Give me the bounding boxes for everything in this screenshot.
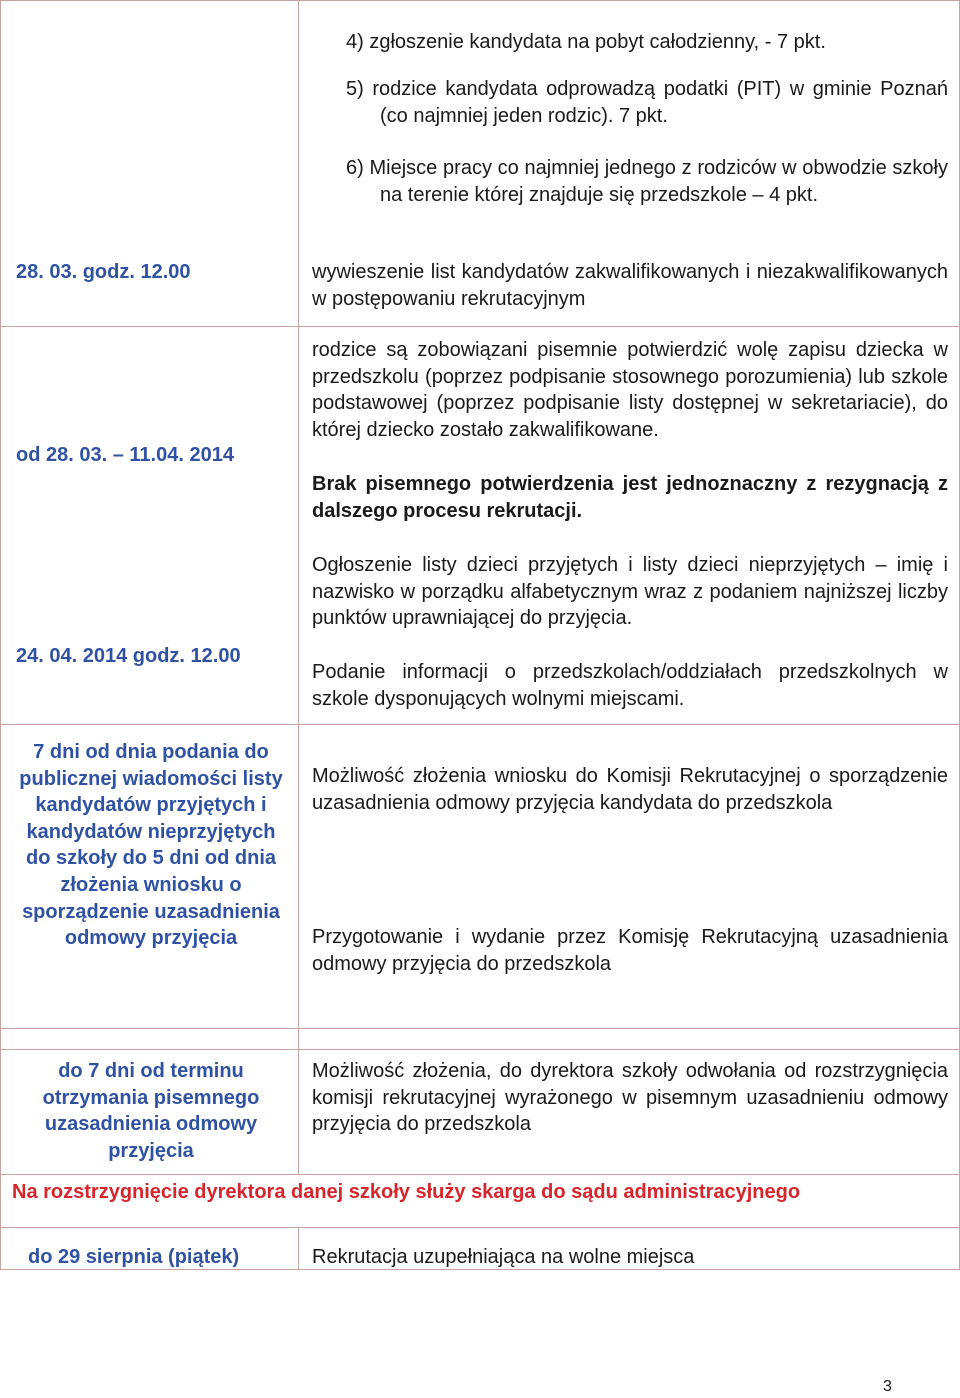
- column-divider: [298, 0, 299, 1174]
- row-divider: [0, 1174, 960, 1175]
- row-divider: [0, 724, 960, 725]
- criteria-item-5: 5) rodzice kandydata odprowadzą podatki (PIT) w gminie Poznań (co najmniej jeden rodzic). 7 pkt.: [346, 78, 948, 127]
- row3-text2: Podanie informacji o przedszkolach/oddziałach przedszkolnych w szkole dysponujących wolnymi miejscami.: [312, 661, 948, 710]
- row2-warning: Brak pisemnego potwierdzenia jest jednoznaczny z rezygnacją z dalszego procesu rekrutacji.: [312, 473, 948, 522]
- row4-date: 7 dni od dnia podania do publicznej wiadomości listy kandydatów przyjętych i kandydatów nieprzyjętych do szkoły do 5 dni od dnia złożenia wniosku o sporządzenie uzasadnienia odmowy przyjęcia: [19, 741, 283, 950]
- row-divider: [0, 1028, 960, 1029]
- row7-date: do 29 sierpnia (piątek): [28, 1246, 240, 1268]
- row5-text: Możliwość złożenia, do dyrektora szkoły odwołania od rozstrzygnięcia komisji rekrutacyjnej wyrażonego w pisemnym uzasadnieniu odmowy przyjęcia do przedszkola: [312, 1060, 948, 1136]
- row5-date: do 7 dni od terminu otrzymania pisemnego uzasadnienia odmowy przyjęcia: [42, 1060, 260, 1162]
- row7-text: Rekrutacja uzupełniająca na wolne miejsca: [312, 1246, 695, 1268]
- row1-date: 28. 03. godz. 12.00: [16, 261, 191, 283]
- row-divider: [0, 1227, 960, 1228]
- row3-text1: Ogłoszenie listy dzieci przyjętych i listy dzieci nieprzyjętych – imię i nazwisko w porządku alfabetycznym wraz z podaniem najniższej liczby punktów uprawniającej do przyjęcia.: [312, 554, 948, 630]
- row-divider: [0, 326, 960, 327]
- criteria-item-4: 4) zgłoszenie kandydata na pobyt całodzienny, - 7 pkt.: [346, 31, 826, 53]
- row2-text: rodzice są zobowiązani pisemnie potwierdzić wolę zapisu dziecka w przedszkolu (poprzez podpisanie stosownego porozumienia) lub szkole podstawowej (poprzez podpisanie listy dostępnej w sekretariacie), do której dziecko zostało zakwalifikowane.: [312, 339, 948, 441]
- criteria-item-6: 6) Miejsce pracy co najmniej jednego z rodziców w obwodzie szkoły na terenie której znajduje się przedszkole – 4 pkt.: [346, 157, 948, 206]
- row2-date: od 28. 03. – 11.04. 2014: [16, 444, 234, 466]
- page-number: 3: [883, 1378, 892, 1395]
- row4-text1: Możliwość złożenia wniosku do Komisji Rekrutacyjnej o sporządzenie uzasadnienia odmowy przyjęcia kandydata do przedszkola: [312, 765, 948, 814]
- row1-text: wywieszenie list kandydatów zakwalifikowanych i niezakwalifikowanych w postępowaniu rekrutacyjnym: [312, 261, 948, 310]
- column-divider: [298, 1227, 299, 1270]
- row-divider: [0, 1049, 960, 1050]
- row6-notice: Na rozstrzygnięcie dyrektora danej szkoły służy skarga do sądu administracyjnego: [12, 1181, 801, 1203]
- row3-date: 24. 04. 2014 godz. 12.00: [16, 645, 241, 667]
- table-border-left: [0, 0, 1, 1270]
- row4-text2: Przygotowanie i wydanie przez Komisję Rekrutacyjną uzasadnienia odmowy przyjęcia do przedszkola: [312, 926, 948, 975]
- table-border-top: [0, 0, 960, 1]
